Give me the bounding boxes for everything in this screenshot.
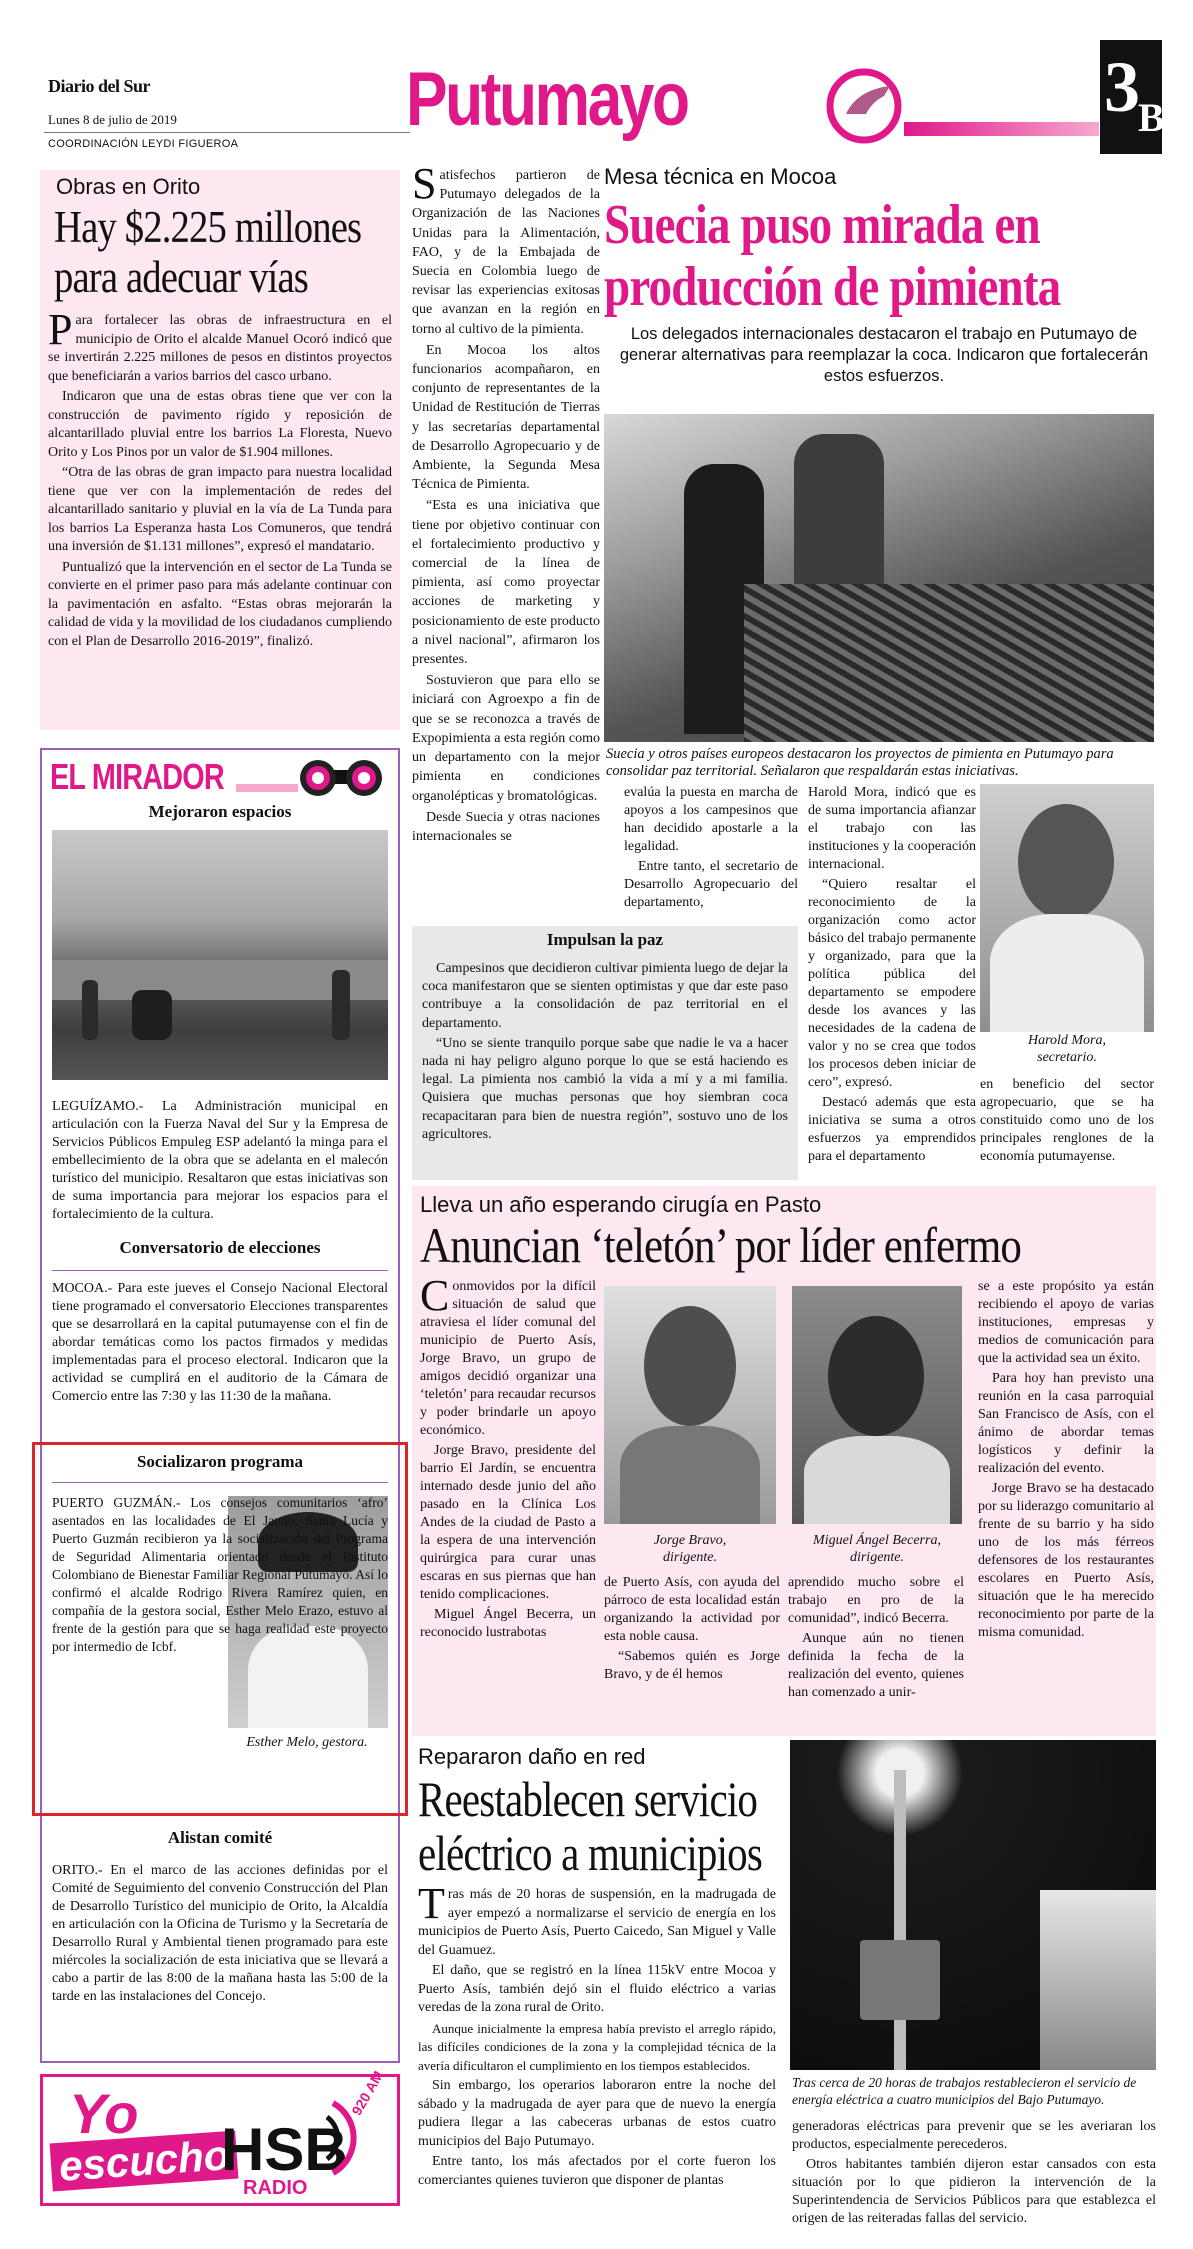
teleton-headline: Anuncian ‘teletón’ por líder enfermo <box>420 1217 1022 1273</box>
teleton-col-2: de Puerto Asís, con ayuda del párroco de esta localidad están organizando la actividad por esta noble causa. “Sabemos quién es Jorge Bravo, y de él hemos <box>604 1575 780 1682</box>
mirador-item-4-text: ORITO.- En el marco de las acciones definidas por el Comité de Seguimiento del convenio Construcción del Plan de Desarrollo Turístico del municipio de Orito, la Alcaldía en articulación con la Oficina de Turismo y la Secretaría de Desarrollo Rural y Ambiental tienen programado para este miércoles la socialización de esta iniciativa que se llevará a cabo a partir de las 8:00 de la mañana hasta las 5:00 de la tarde en las instalaciones del Concejo. <box>52 1863 388 2004</box>
mirador-item-4-title: Alistan comité <box>167 1828 273 1847</box>
pimienta-lead: Los delegados internacionales destacaron el trabajo en Putumayo de generar alternativas para reemplazar la coca. Indicaron que fortalecerán estos esfuerzos. <box>619 325 1149 385</box>
section-title: Putumayo <box>406 57 688 142</box>
electrico-photo <box>790 1740 1156 2070</box>
jorge-bravo-photo <box>604 1286 776 1524</box>
pimienta-col-2: evalúa la puesta en marcha de apoyos a los campesinos que han decidido apostarle a la legalidad. Entre tanto, el secretario de Desarrollo Agropecuario del departamento, <box>624 785 798 910</box>
mirador-item-1-text: LEGUÍZAMO.- La Administración municipal en articulación con la Fuerza Naval del Sur y la Empresa de Servicios Públicos Empuleg ESP adelantó la minga para el embellecimiento de la obra que se adelanta en el malecón turístico del municipio. Resaltaron que estas iniciativas son de suma importancia para mejorar los espacios para el fortalecimiento de la cultura. <box>52 1099 388 1222</box>
mirador-item-3-title: Socializaron programa <box>136 1452 304 1471</box>
electrico-headline: Reestablecen servicio eléctrico a municipios <box>418 1771 763 1881</box>
mirador-item-3-text: PUERTO GUZMÁN.- Los consejos comunitarios ‘afro’ asentados en las localidades de El Jauno, Santa Lucía y Puerto Guzmán recibieron ya la socialización del Programa de Seguridad Alimentaria orientado desde el Instituto Colombiano de Bienestar Familiar Regional Putumayo. Así lo confirmó el alcalde Rodrigo Rivera Ramírez quien, en compañía de la gestora social, Esther Melo Erazo, estuvo al frente de la gestión para que se haga realidad este proyecto por intermedio de Icbf. <box>52 1495 388 1654</box>
becerra-caption: Miguel Ángel Becerra, dirigente. <box>813 1533 941 1565</box>
ad-frequency: 920 AM <box>348 2067 387 2119</box>
orito-kicker: Obras en Orito <box>56 174 201 199</box>
coordinator: COORDINACIÓN LEYDI FIGUEROA <box>48 138 239 150</box>
masthead <box>44 47 1165 160</box>
orito-body: Para fortalecer las obras de infraestructura en el municipio de Orito el alcalde Manuel Ocoró indicó que se invertirán 2.225 millones de pesos en distintos proyectos que beneficiarán a varios barrios del casco urbano. Indicaron que una de estas obras tiene que ver con la construcción de pavimento rígido y reposición de alcantarillado pluvial entre los barrios La Floresta, Nuevo Orito y Los Pinos por un valor de $1.904 millones. “Otra de las obras de gran impacto para nuestra localidad tiene que ver con la implementación de redes del alcantarillado sanitario y pluvial en la vía de La Tunda para los barrios La Esperanza hasta Los Comuneros, que tendrá una inversión de $1.131 millones”, expresó el mandatario. Puntualizó que la intervención en el sector de La Tunda se convierte en el primer paso para más adelante continuar con la pavimentación en asfalto. “Estas obras mejorarán la calidad de vida y la movilidad de los ciudadanos cumpliendo con el Plan de Desarrollo 2016-2019”, finalizó. <box>48 305 392 649</box>
mirador-banner <box>46 754 396 798</box>
hand-logo-icon <box>824 66 904 146</box>
electrico-kicker: Repararon daño en red <box>418 1744 646 1769</box>
orito-headline: Hay $2.225 millones para adecuar vías <box>54 202 362 302</box>
ad-radio: RADIO <box>243 2177 308 2199</box>
ad-brand: HSB <box>221 2116 348 2183</box>
harold-mora-caption: Harold Mora, secretario. <box>1027 1033 1107 1065</box>
mirador-column <box>40 748 400 2063</box>
electrico-article: Repararon daño en red Reestablecen servicio eléctrico a municipios Tras más de 20 horas de suspensión, en la madrugada de ayer empezó a normalizarse el servicio de energía en los municipios de Puerto Asís, Puerto Caicedo, San Miguel y Valle del Guamuez. El daño, que se registró en la línea 115kV entre Mocoa y Puerto Asís, también dejó sin el fluido eléctrico a varias veredas de la zona rural de Orito. Aunque inicialmente la empresa había previsto el arreglo rápido, las difíciles condiciones de la zona y la complejidad técnica de la avería dificultaron el cumplimiento en los tiempos establecidos. Sin embargo, los operarios laboraron entre la noche del sábado y la madrugada de ayer para que de nuevo la energía pudiera llegar a las cabeceras urbanas de estos cuatro municipios del Bajo Putumayo. Entre tanto, los más afectados por el corte fueron los comerciantes quienes tuvieron que disponer de plantas <box>412 1740 782 2220</box>
impulsan-paz-box: Impulsan la paz Campesinos que decidieron cultivar pimienta luego de dejar la coca manifestaron que se sienten optimistas y que dar este paso contribuye a la consolidación de paz territorial en el departamento. “Uno se siente tranquilo porque sabe que nadie le va a hacer nada ni hay peligro alguno porque lo que se está haciendo es legal. La pimienta nos cambió la vida a mí y a mi familia. Quisiera que muchas personas que hoy siembran coca recapacitaran para bien de nuestra región”, sostuvo uno de los agricultores. <box>412 926 798 1180</box>
page-number: 3 <box>1104 47 1140 127</box>
teleton-kicker: Lleva un año esperando cirugía en Pasto <box>420 1192 822 1217</box>
becerra-photo <box>792 1286 962 1524</box>
electrico-photo-caption: Tras cerca de 20 horas de trabajos restablecieron el servicio de energía eléctrica a cuatro municipios del Bajo Putumayo. <box>792 2075 1137 2107</box>
issue-date: Lunes 8 de julio de 2019 <box>48 112 177 127</box>
mirador-item-2-title: Conversatorio de elecciones <box>119 1238 321 1257</box>
page-number-box <box>1100 40 1165 154</box>
esther-melo-caption: Esther Melo, gestora. <box>246 1735 368 1750</box>
radio-ad[interactable] <box>40 2067 400 2206</box>
page-section: B <box>1138 95 1165 140</box>
teleton-col-3: aprendido mucho sobre el trabajo en pro de la comunidad”, indicó Becerra. Aunque aún no tienen definida la fecha de la realización del evento, quienes han comenzado a unir- <box>788 1575 964 1700</box>
orito-article <box>40 170 400 730</box>
harold-mora-photo <box>980 784 1154 1032</box>
malecon-photo <box>52 830 388 1080</box>
teleton-col-1: Conmovidos por la difícil situación de salud que atraviesa el líder comunal del municipio de Puerto Asís, Jorge Bravo, un grupo de amigos decidió organizar una ‘teletón’ para recaudar recursos y poder brindarle un apoyo económico. Jorge Bravo, presidente del barrio El Jardín, se encuentra internado desde junio del año pasado en la Clínica Los Andes de la ciudad de Pasto a la espera de una intervención quirúrgica para curar unas escaras en sus piernas que han tenido complicaciones. Miguel Ángel Becerra, un reconocido lustrabotas <box>420 1271 596 1640</box>
mirador-item-2-text: MOCOA.- Para este jueves el Consejo Nacional Electoral tiene programado el conversatorio Elecciones transparentes que se desarrollará en la capital putumayense con el fin de abordar temáticas como los pactos firmados y medidas implementadas para el proceso electoral. Indicaron que la actividad se cumplirá en el auditorio de la Cámara de Comercio entre las 7:30 y las 11:30 de la mañana. <box>52 1281 388 1404</box>
binoculars-icon <box>296 756 386 798</box>
mirador-title: EL MIRADOR <box>50 756 224 797</box>
pimienta-photo-caption: Suecia y otros países europeos destacaron los proyectos de pimienta en Putumayo para consolidar paz territorial. Señalaron que respaldarán estas iniciativas. <box>606 746 1114 779</box>
pimienta-header <box>604 164 1164 414</box>
pimienta-kicker: Mesa técnica en Mocoa <box>604 164 837 189</box>
ad-line-1: Yo <box>69 2082 139 2145</box>
pimienta-col-3: Harold Mora, indicó que es de suma importancia afianzar el trabajo con las instituciones y la cooperación internacional. “Quiero resaltar el reconocimiento de la organización como actor básico del trabajo permanente y organizado, para que la política pública del departamento se empodere desde los avances y las necesidades de la cadena de valor y no se crea que todos los procesos deben iniciar de cero”, expresó. Destacó además que esta iniciativa se suma a otros esfuerzos ya emprendidos para el departamento <box>808 785 976 1164</box>
electrico-right-text: generadoras eléctricas para prevenir que se les averiaran los productos, especialmente perecederos. Otros habitantes también dijeron estar cansados con esta situación por lo que pidieron la intervención de la Superintendencia de Servicios Públicos para que establezca el origen de las reiteradas fallas del servicio. <box>792 2119 1156 2226</box>
pimienta-col-4: en beneficio del sector agropecuario, que se ha constituido como uno de los principales renglones de la economía putumayense. <box>980 1077 1154 1164</box>
impulsan-paz-title: Impulsan la paz <box>546 930 664 949</box>
pimienta-col-1: Satisfechos partieron de Putumayo delegados de la Organización de las Naciones Unidas para la Alimentación, FAO, y de la Embajada de Suecia en Colombia luego de revisar las experiencias exitosas que avanzan en la región en torno al cultivo de la pimienta. En Mocoa los altos funcionarios acompañaron, en conjunto de representantes de la Unidad de Restitución de Tierras y las secretarías departamental de Desarrollo Agropecuario y de Ambiente, la Segunda Mesa Técnica de Pimienta. “Esta es una iniciativa que tiene por objetivo continuar con el fortalecimiento productivo y comercial de la línea de pimienta, así como proyectar acciones de marketing y posicionamiento de este producto a nivel nacional”, afirmaron los presentes. Sostuvieron que para ello se iniciará con Agroexpo a fin de que se se reconozca a través de Expopimienta a esta región como un departamento con la mejor pimienta en condiciones organolépticas y bromatológicas. Desde Suecia y otras naciones internacionales se <box>412 159 600 844</box>
pimienta-photo <box>604 414 1154 742</box>
jorge-bravo-caption: Jorge Bravo, dirigente. <box>653 1533 727 1565</box>
ad-line-2: escucho <box>50 2131 239 2192</box>
pimienta-headline: Suecia puso mirada en producción de pimienta <box>604 194 1061 318</box>
teleton-col-4: se a este propósito ya están recibiendo el apoyo de varias instituciones, empresas y medios de comunicación para que la actividad sea un éxito. Para hoy han previsto una reunión en la casa parroquial San Francisco de Asís, con el ánimo de abordar temas logísticos y definir la realización del evento. Jorge Bravo se ha destacado por su liderazgo comunitario al frente de su barrio y ha sido uno de los más férreos defensores de los restaurantes escolares en Puerto Asís, situación que le ha merecido reconocimiento por parte de la misma comunidad. <box>978 1279 1154 1640</box>
mirador-item-1-title: Mejoraron espacios <box>148 802 292 821</box>
paper-name: Diario del Sur <box>48 76 151 96</box>
